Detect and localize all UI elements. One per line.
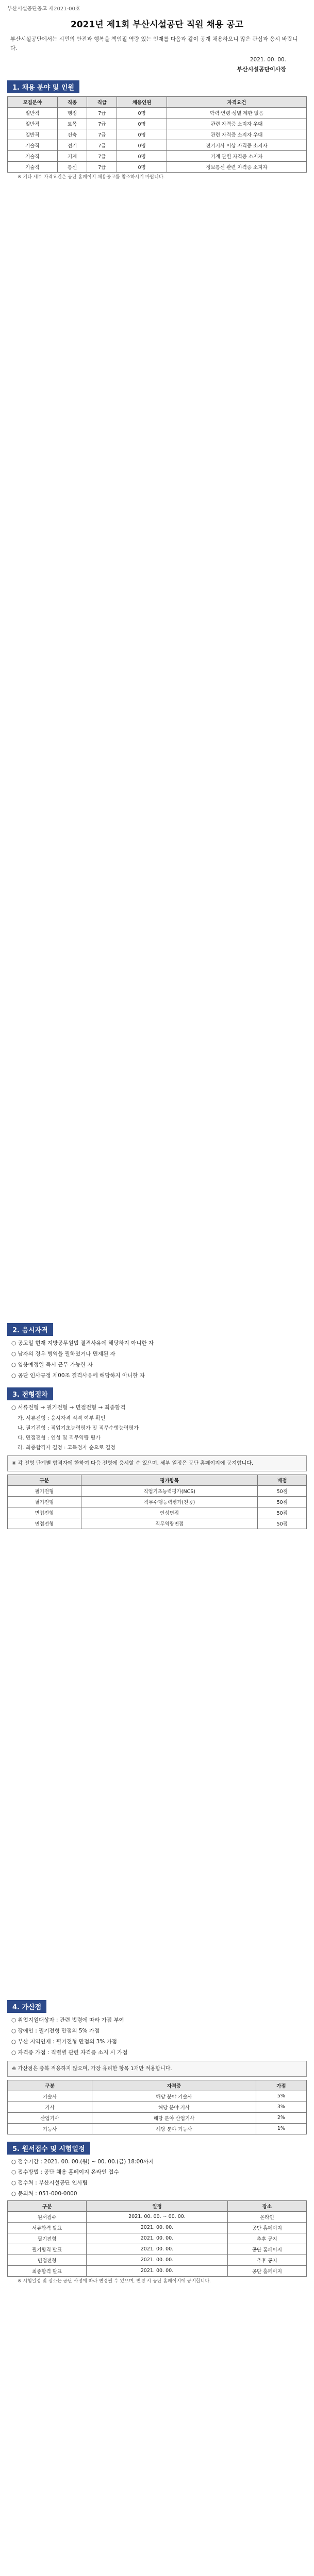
- list-item: ○ 접수방법 : 공단 채용 홈페이지 온라인 접수: [11, 2169, 119, 2176]
- table-row: [8, 118, 307, 129]
- table-cell: 해당 분야 기술사: [92, 2091, 256, 2102]
- scoring-table: [7, 1475, 307, 1529]
- issuing-org: 부산시설공단이사장: [237, 65, 286, 73]
- table-cell: 직무수행능력평가(전공): [81, 1497, 258, 1507]
- section-4-heading: 4. 가산점: [7, 2000, 307, 2013]
- table-cell: 해당 분야 기사: [92, 2102, 256, 2112]
- table-row: [8, 2265, 307, 2276]
- schedule-table: [7, 2200, 307, 2277]
- table-cell: 7급: [87, 129, 117, 140]
- table-cell: 면접전형: [8, 1507, 81, 1518]
- table-cell: 50점: [258, 1497, 307, 1507]
- table-cell: 일반직: [8, 129, 58, 140]
- certificate-table: [7, 2080, 307, 2134]
- table-cell: 서류합격 발표: [8, 2222, 87, 2233]
- table-cell: 5%: [256, 2091, 306, 2102]
- list-item: 나. 필기전형 : 직업기초능력평가 및 직무수행능력평가: [18, 1426, 139, 1432]
- table-cell: 0명: [117, 107, 167, 118]
- table-cell: 7급: [87, 150, 117, 161]
- table-row: [8, 2112, 307, 2123]
- eligibility-list: [7, 1339, 307, 1380]
- table-row: [8, 140, 307, 150]
- table-cell: 필기전형: [8, 1497, 81, 1507]
- table-cell: 최종합격 발표: [8, 2265, 87, 2276]
- process-note: ※ 각 전형 단계별 합격자에 한하여 다음 전형에 응시할 수 있으며, 세부 일정은 공단 홈페이지에 공지합니다.: [7, 1455, 307, 1471]
- notice-title: 2021년 제1회 부산시설공단 직원 채용 공고: [70, 20, 244, 30]
- section-2-heading: 2. 응시자격: [7, 1323, 307, 1336]
- list-item: ○ 부산 지역인재 : 필기전형 만점의 3% 가점: [11, 2038, 117, 2045]
- table-row: [8, 2211, 307, 2222]
- table-cell: 0명: [117, 129, 167, 140]
- table-row: [8, 107, 307, 118]
- table-row: [8, 2102, 307, 2112]
- table-cell: 행정: [57, 107, 87, 118]
- table-cell: 2021. 00. 00.: [87, 2244, 227, 2255]
- table-cell: 추후 공지: [227, 2233, 306, 2244]
- positions-table: [7, 96, 307, 173]
- table-row: [8, 2244, 307, 2255]
- table-header-cell: 평가항목: [81, 1475, 258, 1486]
- process-list: [7, 1414, 307, 1452]
- table-cell: 관련 자격증 소지자 우대: [167, 129, 306, 140]
- table-header-cell: 모집분야: [8, 96, 58, 107]
- table-header-cell: 일정: [87, 2200, 227, 2211]
- table-cell: 2021. 00. 00.: [87, 2233, 227, 2244]
- table-cell: 필기전형: [8, 1486, 81, 1497]
- table-cell: 필기전형: [8, 2233, 87, 2244]
- table-header-cell: 배점: [258, 1475, 307, 1486]
- table-row: [8, 2123, 307, 2134]
- table-cell: 면접전형: [8, 2255, 87, 2265]
- table-header-row: [8, 96, 307, 107]
- table-cell: 2021. 00. 00. ~ 00. 00.: [87, 2211, 227, 2222]
- table-cell: 1%: [256, 2123, 306, 2134]
- table-cell: 7급: [87, 118, 117, 129]
- list-item: ○ 공고일 현재 지방공무원법 결격사유에 해당하지 아니한 자: [11, 1340, 154, 1346]
- list-item: ○ 접수기간 : 2021. 00. 00.(월) ~ 00. 00.(금) 18:00까지: [11, 2158, 154, 2165]
- table-header-cell: 채용인원: [117, 96, 167, 107]
- table-cell: 0명: [117, 140, 167, 150]
- list-item: ○ 장애인 : 필기전형 만점의 5% 가점: [11, 2028, 100, 2035]
- table-cell: 필기합격 발표: [8, 2244, 87, 2255]
- table-cell: 관련 자격증 소지자 우대: [167, 118, 306, 129]
- table-cell: 0명: [117, 118, 167, 129]
- table-cell: 공단 홈페이지: [227, 2244, 306, 2255]
- table-row: [8, 1518, 307, 1529]
- list-item: 다. 면접전형 : 인성 및 직무역량 평가: [18, 1435, 101, 1442]
- table-row: [8, 1486, 307, 1497]
- table-cell: 통신: [57, 161, 87, 172]
- table-row: [8, 150, 307, 161]
- table-cell: 전기기사 이상 자격증 소지자: [167, 140, 306, 150]
- table-row: [8, 2222, 307, 2233]
- table-cell: 기계 관련 자격증 소지자: [167, 150, 306, 161]
- table-cell: 공단 홈페이지: [227, 2222, 306, 2233]
- process-lead: ○ 서류전형 → 필기전형 → 면접전형 → 최종합격: [11, 1404, 126, 1411]
- list-item: ○ 취업지원대상자 : 관련 법령에 따라 가점 부여: [11, 2017, 124, 2024]
- table-cell: 기사: [8, 2102, 92, 2112]
- table-cell: 기계: [57, 150, 87, 161]
- table-cell: 7급: [87, 107, 117, 118]
- application-list: [7, 2158, 307, 2199]
- spacer: [7, 2286, 307, 2576]
- list-item: ○ 문의처 : 051-000-0000: [11, 2191, 77, 2197]
- table-cell: 직무역량면접: [81, 1518, 258, 1529]
- list-item: ○ 남자의 경우 병역을 필하였거나 면제된 자: [11, 1350, 115, 1357]
- table-header-cell: 직급: [87, 96, 117, 107]
- notice-number: 부산시설공단공고 제2021-00호: [7, 6, 80, 12]
- table-cell: 2021. 00. 00.: [87, 2222, 227, 2233]
- table-cell: 2021. 00. 00.: [87, 2265, 227, 2276]
- table-header-row: [8, 1475, 307, 1486]
- section-3-heading: 3. 전형절차: [7, 1387, 307, 1400]
- table-header-cell: 구분: [8, 1475, 81, 1486]
- notice-date: 2021. 00. 00.: [250, 56, 286, 63]
- table-row: [8, 161, 307, 172]
- table-header-cell: 장소: [227, 2200, 306, 2211]
- table-cell: 2%: [256, 2112, 306, 2123]
- table-header-cell: 구분: [8, 2080, 92, 2091]
- table-row: [8, 1497, 307, 1507]
- table-header-row: [8, 2200, 307, 2211]
- table-cell: 50점: [258, 1518, 307, 1529]
- table-cell: 건축: [57, 129, 87, 140]
- bonus-note: ※ 가산점은 중복 적용하지 않으며, 가장 유리한 항목 1개만 적용합니다.: [7, 2061, 307, 2077]
- table-cell: 정보통신 관련 자격증 소지자: [167, 161, 306, 172]
- table-cell: 2021. 00. 00.: [87, 2255, 227, 2265]
- table-cell: 산업기사: [8, 2112, 92, 2123]
- list-item: ○ 자격증 가점 : 직렬별 관련 자격증 소지 시 가점: [11, 2049, 128, 2056]
- table-header-cell: 자격증: [92, 2080, 256, 2091]
- list-item: ○ 임용예정일 즉시 근무 가능한 자: [11, 1361, 93, 1368]
- section-1-heading: 1. 채용 분야 및 인원: [7, 80, 307, 93]
- list-item: 라. 최종합격자 결정 : 고득점자 순으로 결정: [18, 1445, 115, 1451]
- table-cell: 50점: [258, 1507, 307, 1518]
- table-cell: 온라인: [227, 2211, 306, 2222]
- table-cell: 토목: [57, 118, 87, 129]
- list-item: ○ 접수처 : 부산시설공단 인사팀: [11, 2180, 88, 2187]
- table-row: [8, 1507, 307, 1518]
- schedule-note: ※ 시험일정 및 장소는 공단 사정에 따라 변경될 수 있으며, 변경 시 공단 홈페이지에 공지합니다.: [18, 2278, 211, 2284]
- table-cell: 해당 분야 산업기사: [92, 2112, 256, 2123]
- table-cell: 기술직: [8, 161, 58, 172]
- table-cell: 직업기초능력평가(NCS): [81, 1486, 258, 1497]
- list-item: ○ 공단 인사규정 제00조 결격사유에 해당하지 아니한 자: [11, 1372, 145, 1379]
- table-header-cell: 구분: [8, 2200, 87, 2211]
- table-cell: 공단 홈페이지: [227, 2265, 306, 2276]
- table-cell: 0명: [117, 150, 167, 161]
- table-header-row: [8, 2080, 307, 2091]
- table-row: [8, 129, 307, 140]
- spacer: [7, 1529, 307, 1993]
- table-cell: 7급: [87, 140, 117, 150]
- table-cell: 면접전형: [8, 1518, 81, 1529]
- table-header-cell: 가점: [256, 2080, 306, 2091]
- table-cell: 학력·연령·성별 제한 없음: [167, 107, 306, 118]
- table-cell: 원서접수: [8, 2211, 87, 2222]
- table-cell: 50점: [258, 1486, 307, 1497]
- table-cell: 기술사: [8, 2091, 92, 2102]
- table-row: [8, 2233, 307, 2244]
- table-cell: 인성면접: [81, 1507, 258, 1518]
- table-row: [8, 2091, 307, 2102]
- list-item: 가. 서류전형 : 응시자격 적격 여부 확인: [18, 1416, 106, 1422]
- table-cell: 기술직: [8, 140, 58, 150]
- table-cell: 일반직: [8, 107, 58, 118]
- positions-note: ※ 기타 세부 자격요건은 공단 홈페이지 채용공고를 참조하시기 바랍니다.: [18, 174, 165, 180]
- table-cell: 3%: [256, 2102, 306, 2112]
- table-cell: 0명: [117, 161, 167, 172]
- table-cell: 기술직: [8, 150, 58, 161]
- table-cell: 기능사: [8, 2123, 92, 2134]
- table-cell: 추후 공지: [227, 2255, 306, 2265]
- table-cell: 일반직: [8, 118, 58, 129]
- table-cell: 전기: [57, 140, 87, 150]
- section-5-heading: 5. 원서접수 및 시험일정: [7, 2142, 307, 2155]
- table-header-cell: 직종: [57, 96, 87, 107]
- table-cell: 해당 분야 기능사: [92, 2123, 256, 2134]
- table-row: [8, 2255, 307, 2265]
- spacer: [7, 182, 307, 1316]
- intro-text: 부산시설공단에서는 시민의 안전과 행복을 책임질 역량 있는 인재를 다음과 같이 공개 채용하오니 많은 관심과 응시 바랍니다.: [10, 36, 298, 52]
- table-cell: 7급: [87, 161, 117, 172]
- table-header-cell: 자격요건: [167, 96, 306, 107]
- bonus-list: [7, 2016, 307, 2057]
